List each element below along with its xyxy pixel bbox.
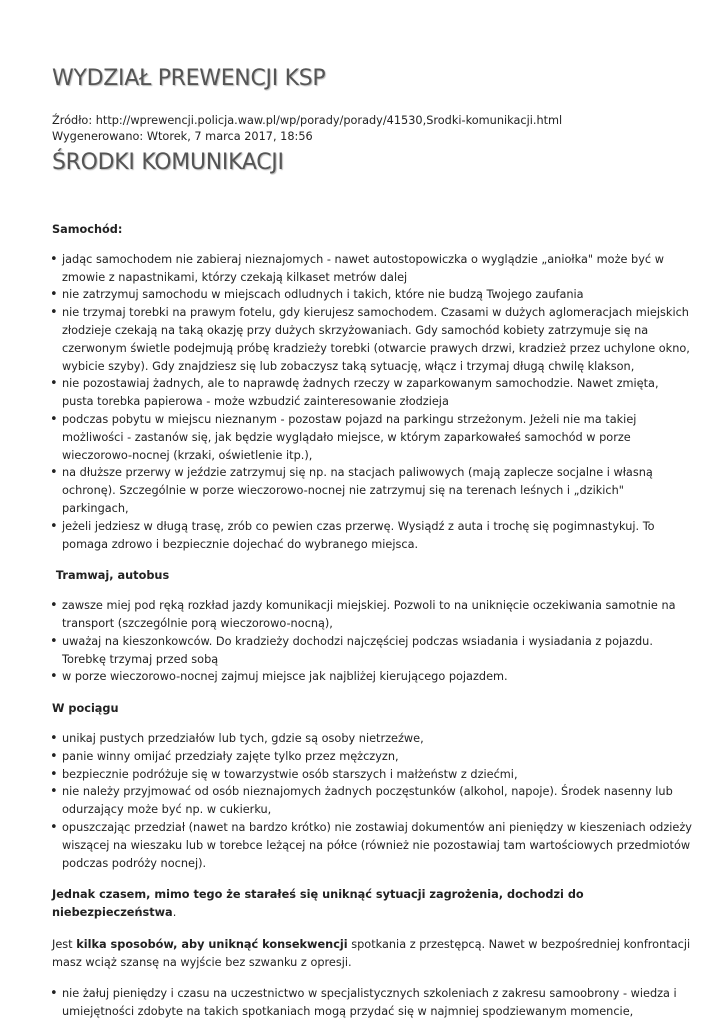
list-item: • nie należy przyjmować od osób nieznajomych żadnych poczęstunków (alkohol, napoje). Środek nasenny lub odurzający może być np. w cukierku, <box>52 783 692 819</box>
site-title: WYDZIAŁ PREWENCJI KSP <box>52 66 326 91</box>
generated-line: Wygenerowano: Wtorek, 7 marca 2017, 18:56 <box>52 130 313 143</box>
document-meta <box>52 113 562 145</box>
list-item: • nie pozostawiaj żadnych, ale to naprawdę żadnych rzeczy w zaparkowanym samochodzie. Nawet zmięta, pusta torebka papierowa - może wzbudzić zainteresowanie złodzieja <box>52 375 692 411</box>
car-tips-list <box>52 251 692 554</box>
para-pre: Jest <box>52 937 77 951</box>
para-post: spotkania z przestępcą. Nawet w bezpośredniej konfrontacji masz wciąż szansę na wyjście bez szwanku z opresji. <box>52 937 691 969</box>
warning-text: Jednak czasem, mimo tego że starałeś się uniknąć sytuacji zagrożenia, dochodzi do niebezpieczeństwa <box>52 888 584 920</box>
section-heading-car: Samochód: <box>52 223 123 236</box>
list-item: • nie trzymaj torebki na prawym fotelu, gdy kierujesz samochodem. Czasami w dużych aglomeracjach miejskich złodzieje czekają na taką okazję przy dużych skrzyżowaniach. Gdy samochód kobiety zatrzymuje się na czerwonym świetle podejmują próbę kradzieży torebki (otwarcie prawych drzwi, kradzież przez uchylone okno, wybicie szyby). Gdy znajdziesz się lub zobaczysz taką sytuację, włącz i trzymaj długą chwilę klakson, <box>52 304 692 375</box>
list-item: • unikaj pustych przedziałów lub tych, gdzie są osoby nietrzeźwe, <box>52 730 692 748</box>
list-item: • jadąc samochodem nie zabieraj nieznajomych - nawet autostopowiczka o wyglądzie „aniołka" może być w zmowie z napastnikami, którzy czekają kilkaset metrów dalej <box>52 251 692 287</box>
section-heading-train: W pociągu <box>52 702 119 716</box>
list-item: • bezpiecznie podróżuje się w towarzystwie osób starszych i małżeństw z dziećmi, <box>52 766 692 784</box>
list-item: • nie żałuj pieniędzy i czasu na uczestnictwo w specjalistycznych szkoleniach z zakresu samoobrony - wiedza i umiejętności zdobyte na takich spotkaniach mogą przydać się w najmniej spodziewanym momencie, <box>52 985 692 1021</box>
list-item: • nie zatrzymuj samochodu w miejscach odludnych i takich, które nie budzą Twojego zaufania <box>52 286 692 304</box>
list-item: • jeżeli jedziesz w długą trasę, zrób co pewien czas przerwę. Wysiądź z auta i trochę się pogimnastykuj. To pomaga zdrowo i bezpiecznie dojechać do wybranego miejsca. <box>52 518 692 554</box>
article-content <box>52 221 692 1021</box>
warning-paragraph <box>52 886 692 922</box>
section-heading-tram-bus: Tramwaj, autobus <box>52 569 170 583</box>
tram-bus-tips-list <box>52 597 692 686</box>
list-item: • opuszczając przedział (nawet na bardzo krótko) nie zostawiaj dokumentów ani pieniędzy w kieszeniach odzieży wiszącej na wieszaku lub w torebce leżącej na półce (również nie pozostawiaj tam wartościowych przedmiotów podczas podróży nocnej). <box>52 819 692 872</box>
final-tips-list <box>52 985 692 1021</box>
train-tips-list <box>52 730 692 872</box>
list-item: • na dłuższe przerwy w jeździe zatrzymuj się np. na stacjach paliwowych (mają zaplecze socjalne i własną ochronę). Szczególnie w porze wieczorowo-nocnej nie zatrzymuj się na terenach leśnych i „dzikich" parkingach, <box>52 464 692 517</box>
list-item: • podczas pobytu w miejscu nieznanym - pozostaw pojazd na parkingu strzeżonym. Jeżeli nie ma takiej możliwości - zastanów się, jak będzie wyglądało miejsce, w którym zaparkowałeś samochód w porze wieczorowo-nocnej (krzaki, oświetlenie itp.), <box>52 411 692 464</box>
list-item: • uważaj na kieszonkowców. Do kradzieży dochodzi najczęściej podczas wsiadania i wysiadania z pojazdu. Torebkę trzymaj przed sobą <box>52 633 692 669</box>
list-item: • zawsze miej pod ręką rozkład jazdy komunikacji miejskiej. Pozwoli to na uniknięcie oczekiwania samotnie na transport (szczególnie porą wieczorowo-nocną), <box>52 597 692 633</box>
source-line: Źródło: http://wprewencji.policja.waw.pl/wp/porady/porady/41530,Srodki-komunikacji.html <box>52 114 563 127</box>
list-item: • w porze wieczorowo-nocnej zajmuj miejsce jak najbliżej kierującego pojazdem. <box>52 668 692 686</box>
article-title: ŚRODKI KOMUNIKACJI <box>52 150 284 175</box>
para-bold: kilka sposobów, aby uniknąć konsekwencji <box>76 937 348 951</box>
list-item: • panie winny omijać przedziały zajęte tylko przez mężczyzn, <box>52 748 692 766</box>
warning-end: . <box>172 906 177 920</box>
consequences-paragraph <box>52 936 692 972</box>
